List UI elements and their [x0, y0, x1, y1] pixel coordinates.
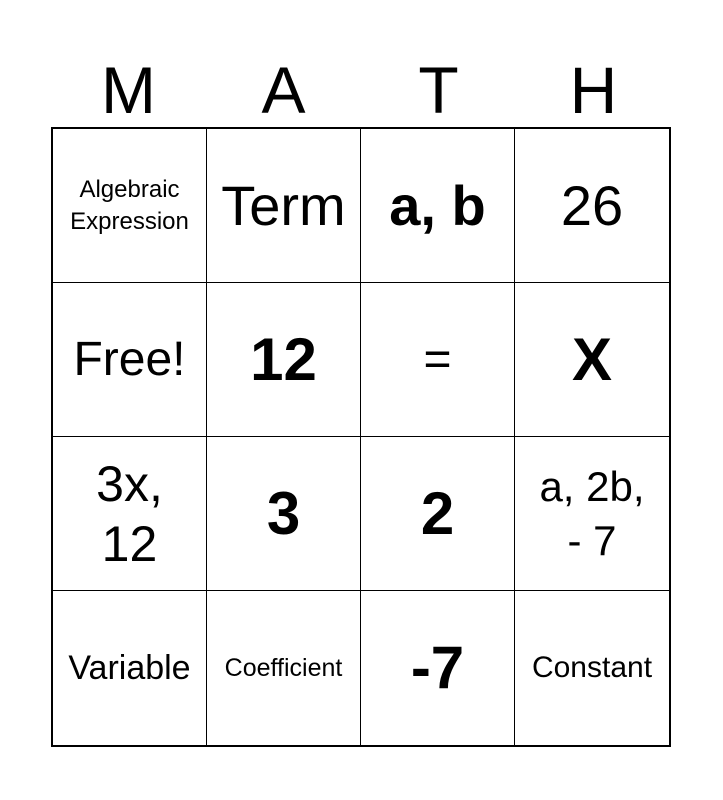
bingo-cell[interactable]: [207, 437, 361, 591]
bingo-cell[interactable]: [515, 591, 669, 745]
cell-label: 3x, 12: [96, 455, 163, 572]
bingo-header: [51, 52, 671, 128]
bingo-cell[interactable]: [515, 437, 669, 591]
cell-label: Constant: [531, 651, 653, 684]
cell-label: 3: [266, 479, 301, 547]
header-letter-t: T: [418, 53, 459, 127]
bingo-cell[interactable]: [361, 283, 515, 437]
bingo-cell[interactable]: [53, 437, 207, 591]
cell-label: Coefficient: [224, 654, 343, 682]
bingo-cell[interactable]: [361, 437, 515, 591]
bingo-cell[interactable]: [53, 591, 207, 745]
cell-label: Free!: [73, 332, 186, 386]
cell-label: 12: [250, 325, 317, 393]
bingo-cell-free[interactable]: [53, 283, 207, 437]
cell-label: Variable: [68, 649, 191, 687]
cell-label: Algebraic Expression: [70, 175, 189, 235]
bingo-cell[interactable]: [361, 591, 515, 745]
bingo-cell[interactable]: [207, 591, 361, 745]
cell-label: 2: [420, 479, 455, 547]
bingo-cell[interactable]: [53, 129, 207, 283]
header-letter-h: H: [569, 53, 618, 127]
bingo-cell[interactable]: [515, 283, 669, 437]
bingo-cell[interactable]: [207, 283, 361, 437]
bingo-cell[interactable]: [515, 129, 669, 283]
cell-label: =: [423, 332, 452, 386]
bingo-board: [51, 127, 671, 747]
cell-label: Term: [221, 173, 346, 237]
header-letter-a: A: [261, 53, 306, 127]
cell-label: a, 2b, - 7: [539, 462, 645, 564]
cell-label: 26: [560, 173, 624, 237]
cell-label: X: [571, 325, 613, 393]
cell-label: a, b: [389, 173, 486, 237]
header-letter-m: M: [101, 53, 156, 127]
bingo-cell[interactable]: [207, 129, 361, 283]
bingo-cell[interactable]: [361, 129, 515, 283]
cell-label: -7: [410, 634, 465, 701]
